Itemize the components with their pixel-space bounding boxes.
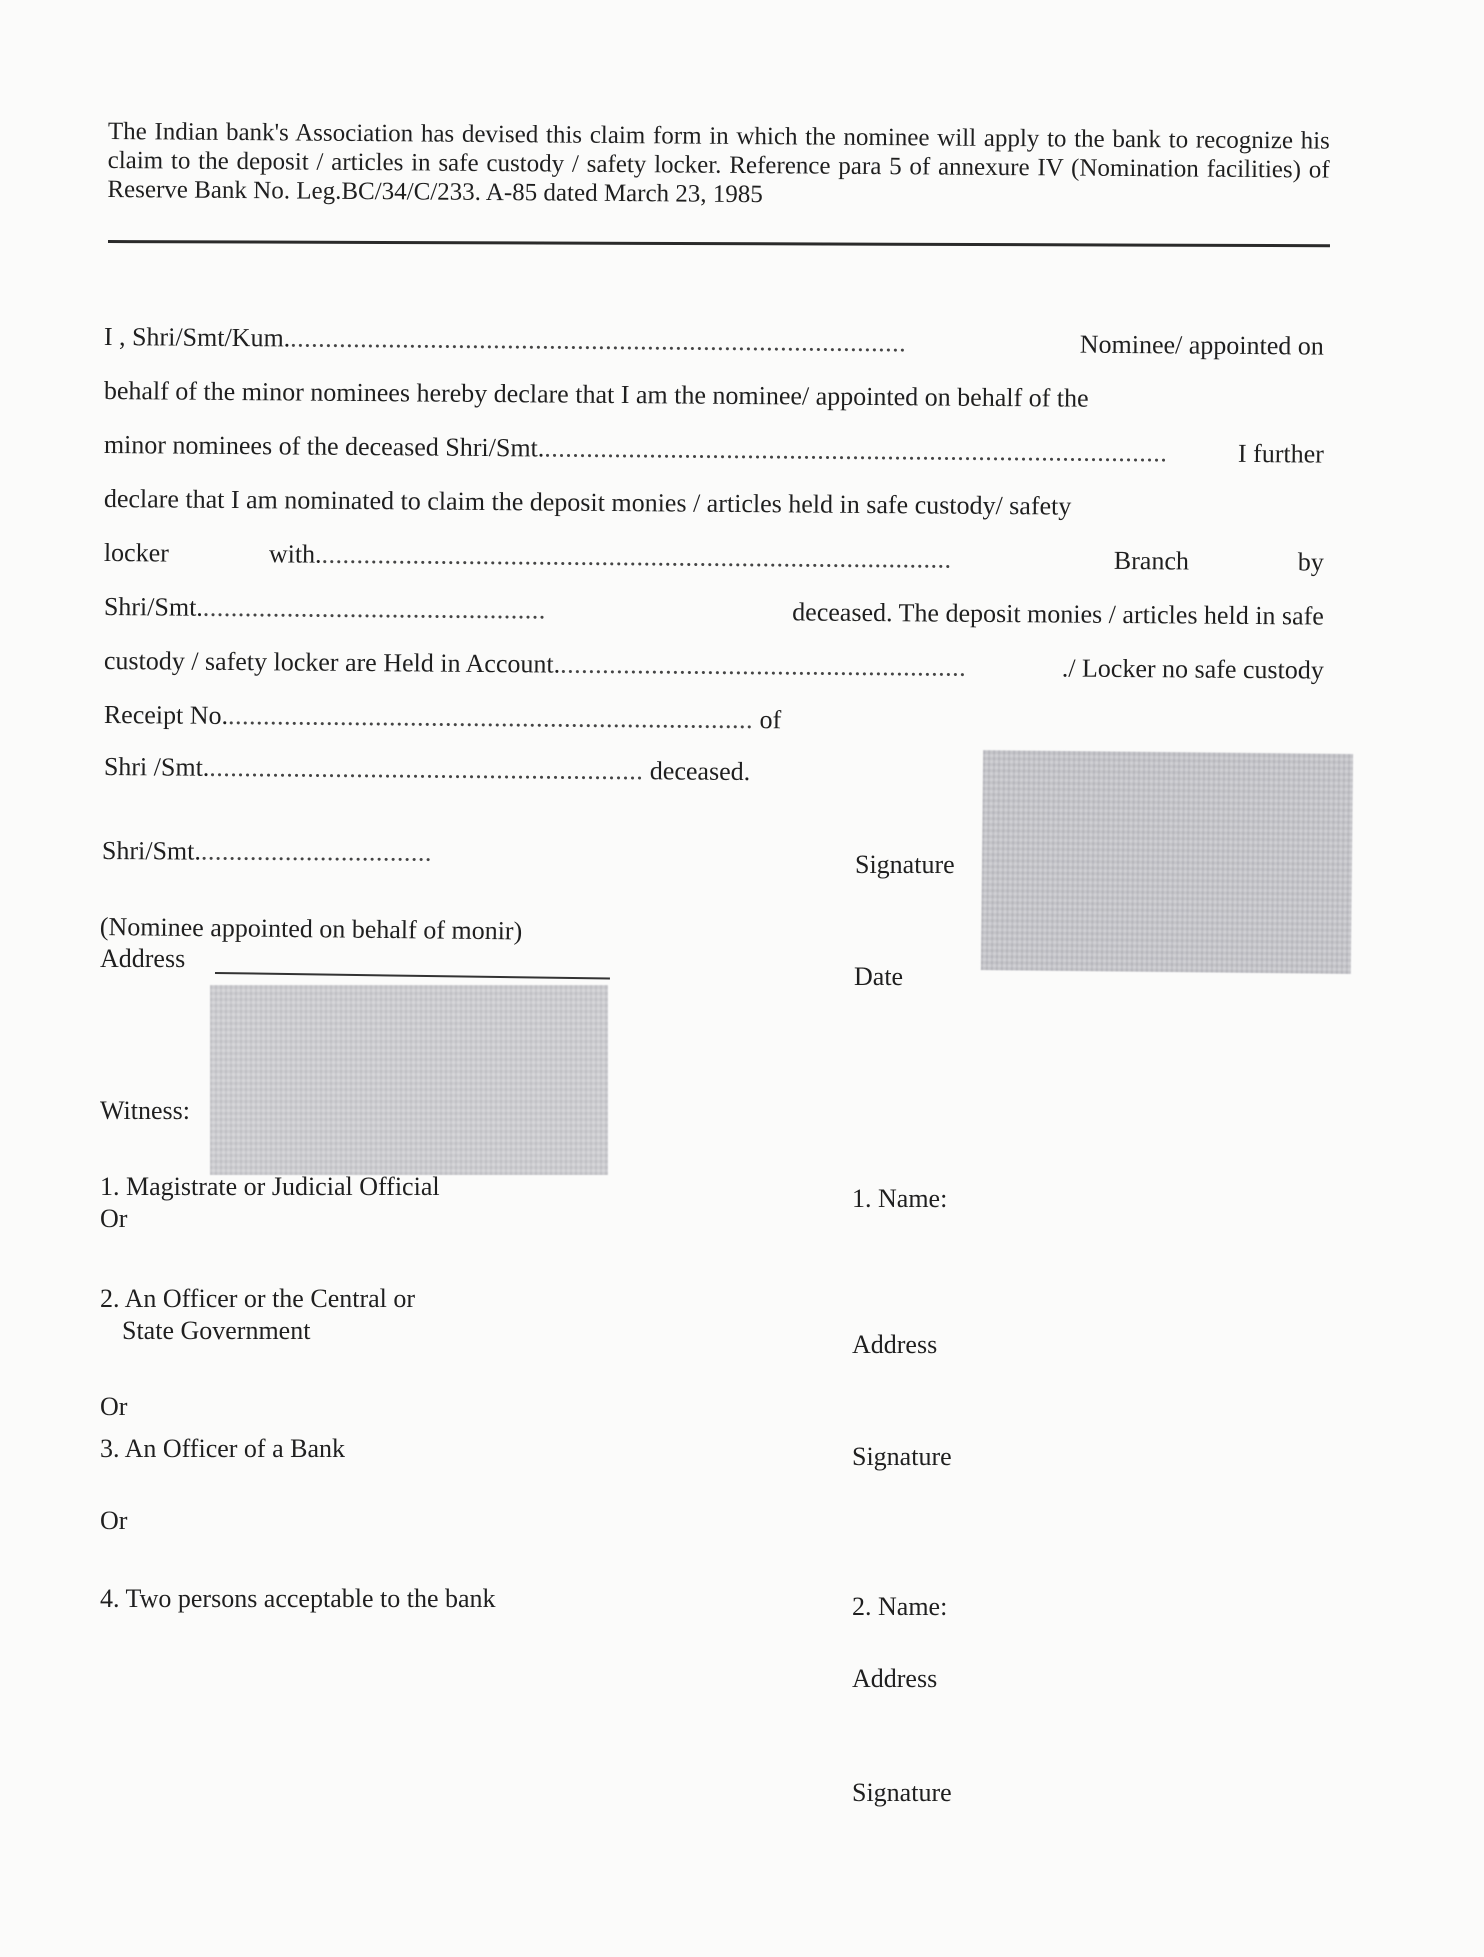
receipt-prefix: Receipt No. [103,700,229,730]
witness-1-signature-label: Signature [852,1442,952,1471]
nominee-note: (Nominee appointed on behalf of monir) [99,912,523,946]
with-word: with. [268,539,322,569]
declaration-line-5 [104,538,1324,578]
witness-option-3: 3. An Officer of a Bank [100,1434,346,1463]
deceased-name-blank[interactable]: ......................................................................................... [544,433,1168,468]
signature-label: Signature [855,850,955,879]
account-prefix: custody / safety locker are Held in Account. [103,646,561,679]
by-word: by [1297,547,1324,577]
nominee-appointed-text: Nominee/ appointed on [1079,329,1324,361]
with-blank-group [269,539,952,574]
shri-smt-prefix: Shri/Smt. [103,592,203,622]
or-separator-2: Or [100,1392,128,1421]
receipt-number-blank[interactable]: ........................................................................... [227,700,754,735]
or-separator-3: Or [100,1506,128,1535]
address-label: Address [100,944,186,973]
witness-1-name-label: 1. Name: [852,1184,948,1213]
deceased-name-blank-2[interactable]: .............................................................. [209,752,644,786]
witness-1-address-label: Address [852,1330,938,1359]
date-label: Date [854,962,904,991]
declaration-line-3 [104,430,1324,470]
signatory-prefix: Shri/Smt. [101,836,201,866]
signatory-name-line [102,836,432,868]
declaration-line-4: declare that I am nominated to claim the deposit monies / articles held in safe custody/ safety [103,484,1072,521]
declaration-line-8 [104,700,782,735]
witness-option-4: 4. Two persons acceptable to the bank [100,1584,496,1613]
declaration-line-7 [104,646,1324,686]
declaration-line-2: behalf of the minor nominees hereby declare that I am the nominee/ appointed on behalf of the [103,376,1089,413]
witness-2-name-label: 2. Name: [852,1592,948,1621]
declaration-line-9 [104,752,751,787]
deceased-prefix: minor nominees of the deceased Shri/Smt. [103,430,545,463]
witness-option-2-cont: State Government [122,1316,311,1345]
header-divider [108,240,1330,247]
declaration-line-6 [104,592,1324,632]
branch-name-blank[interactable]: .......................................................................................... [321,539,952,574]
witness-2-signature-label: Signature [852,1778,952,1807]
header-paragraph: The Indian bank's Association has devised this claim form in which the nominee will apply to the bank to recognize his claim to the deposit / articles in safe custody / safety locker. Reference para 5 of annexure IV (Nomination facilities) of Reserve Bank No. Leg.BC/34/C/233. A-85 dated March 23, 1985 [107,117,1330,209]
witness-option-2: 2. An Officer or the Central or [100,1284,416,1313]
or-separator-1: Or [100,1204,128,1233]
witness-label: Witness: [100,1096,190,1125]
address-redaction [210,985,608,1175]
deceased-deposit-text: deceased. The deposit monies / articles held in safe [792,597,1324,631]
deceased-word: deceased. [649,756,751,787]
depositor-name-blank[interactable]: ................................................. [202,592,546,625]
declaration-line-1 [104,322,1324,362]
witness-2-address-label: Address [852,1664,938,1693]
address-line[interactable] [215,972,610,980]
declarant-name-blank[interactable]: ........................................................................................ [290,323,907,358]
i-further-text: I further [1237,438,1324,469]
witness-option-1: 1. Magistrate or Judicial Official [100,1172,440,1201]
signature-redaction [981,750,1353,974]
declarant-prefix: I , Shri/Smt/Kum. [103,322,291,353]
signatory-name-blank[interactable]: ................................. [200,836,432,867]
locker-no-text: ./ Locker no safe custody [1061,653,1324,685]
shri-smt-prefix-2: Shri /Smt. [103,752,210,782]
account-number-blank[interactable]: .......................................................... [560,649,967,682]
branch-word: Branch [1113,545,1190,576]
of-word: of [759,705,782,735]
locker-word: locker [103,538,169,568]
